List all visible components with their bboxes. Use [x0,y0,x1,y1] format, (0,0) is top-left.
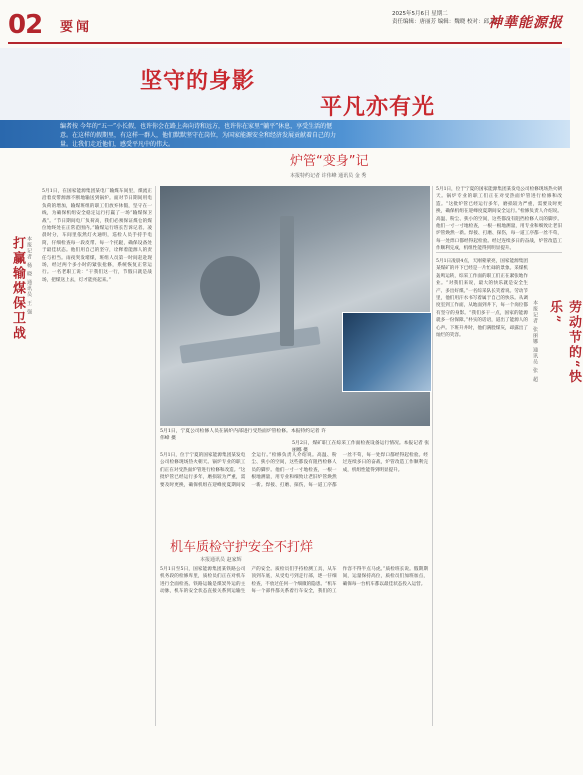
page-number: 02 [8,10,43,40]
section-title: 要闻 [60,20,93,35]
column-divider [155,186,156,726]
editor-credits: 责任编辑：唐丽芳 编辑：魏晓 校对：邱 维 [392,19,497,25]
photo-pipe-shape [280,216,294,346]
left-article-byline: 本报记者 杨 晓 通讯员 王 强 [26,236,32,315]
masthead-logo: 神華能源报 [488,15,563,31]
left-article-title: 打赢输煤保卫战 [10,236,25,341]
photo-pipe-shape [179,326,320,363]
bottom-article-body: 5月1日至5日，国家能源集团某铁路公司机务段的检修库里，质检员们正在对机车进行全面检查。铁路运输是煤炭外运的主动脉，机车的安全状态直接关系到运输生产的安全。质检员们手持检测工具，从车顶到车底，从受电弓到走行部，逐一仔细检查，不放过任何一个细微的隐患。“机车每一个部件都关系着行车安全，我们的工作容不得半点马虎。”质检班长说。假期期间，运量保持高位，质检员们加班加点，确保每一台机车都以最佳状态投入运营。 [160,567,428,595]
center-article-continued: 5月1日，位于宁夏的国家能源集团某发电公司检修现场热火朝天。锅炉专业的职工们正在对受热面炉管进行检修和改造。“这批炉管已经运行多年，磨损较为严重，需要及时更换，确保机组在迎峰度夏期间安全运行。”检修负责人介绍说。高温、粉尘、狭小的空间，这些都没有阻挡检修人员的脚步。他们一寸一寸地检查，一根一根地测量，用专业和细致让老旧炉管焕然一新。焊接、打磨、探伤，每一道工序都一丝不苟，每一处焊口都经得起检验。经过连续多日的奋战，炉管改造工作顺利完成，机组性能得到明显提升。 [436,187,562,252]
center-article-byline: 本报特约记者 许伟峰 通讯员 金 秀 [290,173,367,179]
headline-part-1: 坚守的身影 [140,69,256,94]
editor-note: 编者按 今年的“五一”小长假，也许你会在路上奔向诗和远方，也许你在家里“躺平”休息，享受生活的惬意。在这样的假期里，有这样一群人，他们默默坚守在岗位，为国家能源安全和经济发展贡献着自己的力量。让我们走近他们，感受平凡中的伟大。 [60,123,337,148]
left-article-body: 5月1日，在国家能源集团某电厂输煤车间里，煤流正沿着皮带源源不断地输送到锅炉。面对节日期间用电负荷的增加，输煤班组的职工们放弃休假，坚守在一线，为确保机组安全稳定运行打赢了一场“输煤保卫战”。“节日期间电厂负荷高，我们必须保证煤仓的煤位始终处在正常范围内。”输煤运行班长告诉记者。凌晨时分，车间里依然灯火通明，巡检人员手持手电筒，仔细检查每一段皮带、每一个托辊，确保设备处于最佳状态。他们用自己的坚守，诠释着能源人的责任与担当。雨夜突发堵煤，班组人员第一时间赶赴现场，经过两个多小时的紧张抢修，系统恢复正常运行。一名老职工说：“干我们这一行，节假日就是战场，把煤送上去，灯才能亮起来。” [42,189,152,283]
bottom-article-title: 机车质检守护安全不打烊 [170,540,314,555]
right-column-rule [436,252,562,253]
right-article-title: 劳动节的“快乐” [547,300,581,385]
issue-meta [392,10,496,26]
main-photo-caption: 5月1日，宁夏公司检修人员在锅炉内部进行受热面炉管检修。本报特约记者 许伟峰 摄 [160,429,326,441]
center-article-lower: 5月1日，位于宁夏的国家能源集团某发电公司检修现场热火朝天。锅炉专业的职工们正在对受热面炉管进行检修和改造。“这批炉管已经运行多年，磨损较为严重，需要及时更换，确保机组在迎峰度夏期间安全运行。”检修负责人介绍说。高温、粉尘、狭小的空间，这些都没有阻挡检修人员的脚步。他们一寸一寸地检查，一根一根地测量，用专业和细致让老旧炉管焕然一新。焊接、打磨、探伤，每一道工序都一丝不苟，每一处焊口都经得起检验。经过连续多日的奋战，炉管改造工作顺利完成，机组性能得到明显提升。 [160,453,428,488]
header-rule [8,42,562,44]
right-article-body: 5月1日凌晨4点，天刚蒙蒙亮，国家能源集团某煤矿的井下已经是一片忙碌的景象。采煤机轰鸣运转，综采工作面的职工们正在紧张地作业。“对我们来说，最大的快乐就是安全生产、多出好煤。”一名综采队长笑着说。劳动节里，他们用汗水书写着属于自己的快乐。从调度室到工作面，从地面到井下，每一个岗位都有坚守的身影。“我们多干一点，国家的能源就多一份保障。”朴实的话语，道出了能源人的心声。下班升井时，他们满脸煤灰，却露出了灿烂的笑容。 [436,259,528,339]
column-divider [432,186,433,726]
issue-date: 2025年5月6日 星期二 [392,11,448,17]
headline-part-2: 平凡亦有光 [320,95,436,120]
side-photo-caption: 5月2日，煤矿职工在综采工作面检查设备运行情况。本报记者 张丽娜 摄 [292,441,430,453]
center-article-title: 炉管“变身”记 [290,154,369,169]
bottom-article-byline: 本报通讯员 赵家辉 [200,557,242,563]
right-article-byline: 本报记者 张丽娜 通讯员 张 超 [532,300,538,383]
photo-worker-shape [200,256,260,316]
side-photo [342,312,432,392]
